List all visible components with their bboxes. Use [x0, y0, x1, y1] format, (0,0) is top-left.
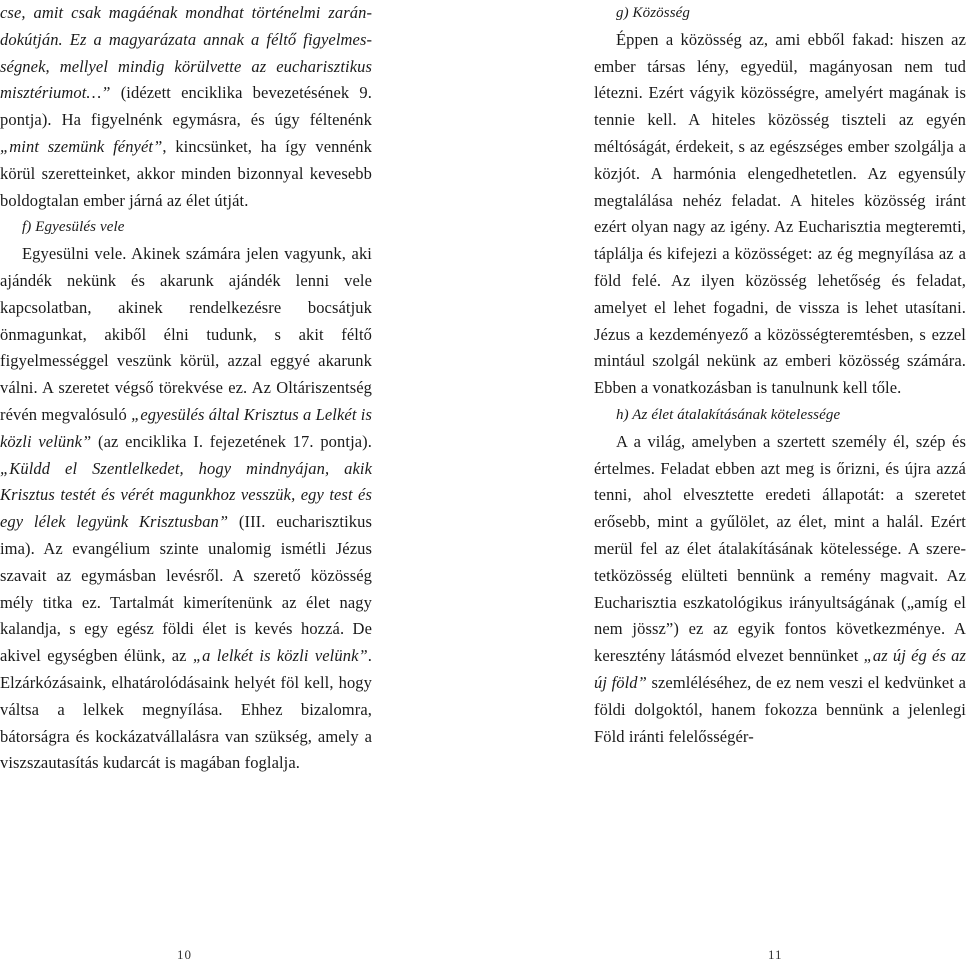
text-run: (idézett enciklika bevezetésének 9. pontja). Ha figyelnénk egymásra, és úgy féltenénk — [0, 83, 372, 130]
text-run: „egyesülés által Krisztus a Lelkét is közli velünk” — [0, 404, 372, 451]
text-run: „a lelkét is közli velünk” — [192, 646, 368, 666]
left-page — [0, 0, 372, 777]
page-number-right: 11 — [768, 947, 783, 962]
left-text-column — [0, 0, 372, 777]
section-heading-f: f) Egyesülés vele — [22, 219, 125, 236]
text-run: (az enciklika I. fejezetének 17. pontja). — [91, 431, 372, 451]
text-run: „Küldd el Szentlelkedet, hogy mindnyájan, akik Krisztus testét és vérét magunkhoz vesszük, egy test és egy lélek legyünk Krisztusban” — [0, 458, 372, 532]
page-number-left: 10 — [177, 947, 192, 962]
right-paragraph-1 — [594, 27, 966, 402]
text-run: Éppen a közösség az, ami ebből fakad: hiszen az ember társas lény, egyedül, magányosan nem tud létezni. Ezért vágyik közösségre, amelyért magának is tennie kell. A hiteles közösség tiszteli az egyén méltóságát, érdekeit, s az egészséges ember szolgálja a közjót. A harmónia elengedhetetlen. Az egyensúly megtalálása nehéz feladat. A hiteles közösség iránt ezért olyan nagy az igény. Az Eucharisztia megteremti, táplálja és kifejezi a közösséget: az ég megnyílása az a föld felé. Az ilyen közösség lehetőség és feladat, amelyet el lehet fogadni, de vissza is lehet utasítani. Jézus a kezdeményező a közösségteremtésben, s ezzel mintául szolgál nekünk az emberi közösség számára. Ebben a vonatkozásban is tanulnunk kell tőle. — [594, 29, 966, 398]
right-text-column — [594, 0, 966, 750]
text-run: „az új ég és az új föld” — [594, 646, 966, 692]
right-page — [594, 0, 966, 750]
text-run: cse, amit csak magáénak mondhat történelmi zarándokútján. Ez a magyarázata annak a féltő figyelmességnek, mellyel mindig körülvette az eucharisztikus misztériumot…” — [0, 3, 372, 103]
text-run: . Elzárkózásaink, elhatárolódásaink helyét föl kell, hogy váltsa a lelkek megnyílása. Ehhez bizalomra, bátorságra és kockázatvállalásra van szükség, amely a viszszautasítás kudarcát is magában foglalja. — [0, 646, 373, 773]
right-paragraph-2 — [594, 429, 966, 751]
text-run: , kincsünket, ha így vennénk körül szeretteinket, akkor minden bizonnyal kevesebb boldogtalan ember járná az élet útját. — [0, 136, 372, 210]
section-heading-g: g) Közösség — [616, 5, 691, 21]
section-heading-h: h) Az élet átalakításának kötelessége — [616, 406, 841, 423]
left-paragraph-1 — [0, 0, 372, 214]
text-run: A a világ, amelyben a szertett személy él, szép és értelmes. Feladat ebben azt meg is őrizni, és újra azzá tenni, ahol elvesztette eredeti állapotát: a szeretet erősebb, mint a gyűlölet, az élet, mint a halál. Ezért merül fel az élet átalakításának kötelessége. A szeretetközösség elülteti bennünk a remény magvait. Az Eucharisztia eszkatológikus irányultságának („amíg el nem jössz”) ez az egyik fontos következménye. A keresztény látásmód elvezet bennünket — [594, 431, 966, 666]
left-paragraph-2 — [0, 241, 372, 777]
text-run: Egyesülni vele. Akinek számára jelen vagyunk, aki ajándék nekünk és akarunk ajándék lenni vele kapcsolatban, akinek rendelkezésre bocsátjuk önmagunkat, akiből élni tudunk, s akit féltő figyelmességgel veszünk körül, azzal eggyé akarunk válni. A szeretet végső törekvése ez. Az Oltáriszentség révén megvalósuló — [0, 244, 372, 424]
text-run: (III. eucharisztikus ima). Az evangélium szinte unalomig ismétli Jézus szavait az egymásban levésről. A szerető közösség mély titka ez. Tartalmát kimerítenünk az élet nagy kalandja, s egy egész földi élet is kevés hozzá. De akivel egységben élünk, az — [0, 512, 372, 666]
text-run: „mint szemünk fényét” — [0, 136, 163, 156]
text-run: szemléléséhez, de ez nem veszi el kedvünket a földi dolgoktól, hanem fokozza bennünk a jelenlegi Föld iránti felelősségér- — [594, 672, 966, 746]
